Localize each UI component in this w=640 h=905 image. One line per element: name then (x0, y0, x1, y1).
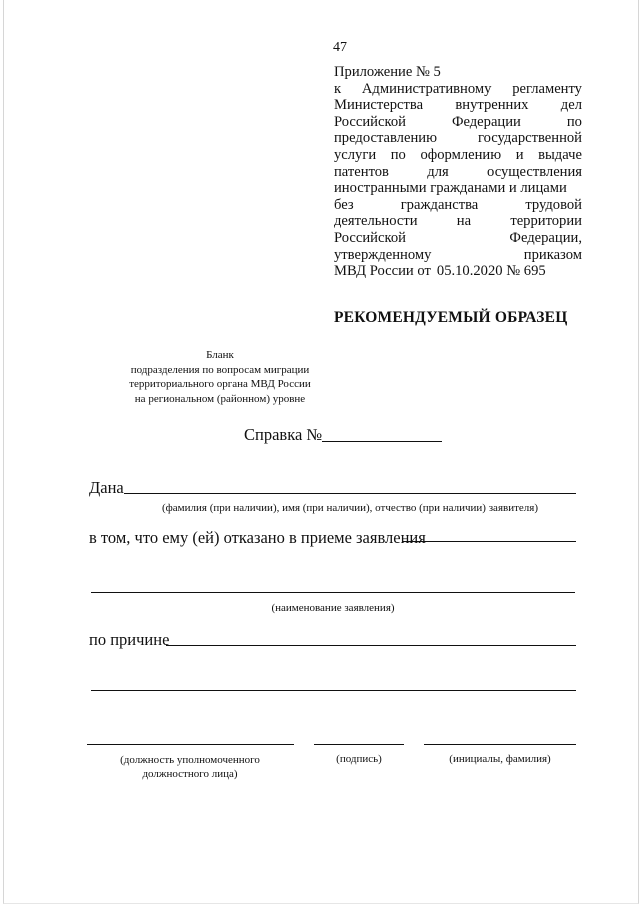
appendix-word: без (334, 196, 354, 213)
appendix-word: патентов (334, 163, 389, 180)
appendix-word: Административному (361, 80, 492, 97)
recommended-sample-heading: РЕКОМЕНДУЕМЫЙ ОБРАЗЕЦ (334, 309, 568, 326)
page-number: 47 (333, 40, 347, 55)
applicant-name-field[interactable] (124, 493, 576, 494)
letterhead-line: на региональном (районном) уровне (134, 392, 306, 405)
official-position-field[interactable] (87, 744, 294, 745)
official-position-caption: (должность уполномоченного должностного лица) (120, 754, 260, 780)
appendix-word: Российской (334, 113, 406, 130)
appendix-line (334, 130, 582, 147)
appendix-word: иностранными гражданами и лицами (334, 180, 567, 197)
reason-field[interactable] (166, 645, 576, 646)
appendix-word: осуществления (487, 163, 582, 180)
appendix-word: гражданства (400, 196, 479, 213)
certificate-number-label: Справка № (244, 425, 323, 444)
appendix-word: Федерации, (509, 229, 582, 246)
appendix-word: по (390, 146, 406, 163)
appendix-word: государственной (477, 130, 582, 147)
appendix-word: по (566, 113, 582, 130)
appendix-line (334, 213, 582, 230)
appendix-line (334, 197, 582, 214)
initials-surname-caption: (инициалы, фамилия) (449, 753, 551, 765)
appendix-word: приказом (523, 246, 582, 263)
appendix-word: деятельности (334, 213, 418, 230)
appendix-word: утвержденному (334, 246, 432, 263)
appendix-word: регламенту (512, 80, 582, 97)
appendix-line (334, 247, 582, 264)
signature-field[interactable] (314, 744, 404, 745)
reason-label: по причине (89, 630, 170, 649)
certificate-number-field[interactable] (322, 441, 442, 442)
appendix-line (334, 164, 582, 181)
letterhead-block (110, 348, 330, 406)
application-name-field[interactable] (91, 592, 575, 593)
appendix-word: Российской (334, 229, 406, 246)
appendix-word: и (515, 146, 524, 163)
appendix-line (334, 147, 582, 164)
refusal-text: в том, что ему (ей) отказано в приеме заявления (89, 528, 426, 547)
appendix-line (334, 180, 582, 197)
initials-surname-field[interactable] (424, 744, 576, 745)
appendix-order-date: 05.10.2020 № 695 (436, 263, 546, 280)
appendix-word: внутренних (455, 97, 529, 114)
appendix-date-prefix: МВД России от (334, 263, 431, 280)
appendix-word: услуги (334, 146, 377, 163)
appendix-word: выдаче (538, 146, 582, 163)
appendix-date-line (334, 263, 582, 280)
appendix-word: для (427, 163, 449, 180)
appendix-line (334, 230, 582, 247)
appendix-word: на (456, 213, 472, 230)
letterhead-line: территориального органа МВД России (129, 378, 311, 390)
signature-caption: (подпись) (336, 753, 382, 765)
appendix-header (334, 64, 582, 280)
appendix-line (334, 114, 582, 131)
appendix-word: оформлению (420, 146, 502, 163)
issued-to-label: Дана (89, 478, 124, 497)
letterhead-line: подразделения по вопросам миграции (130, 363, 310, 376)
appendix-word: трудовой (525, 196, 582, 213)
appendix-word: Федерации (451, 113, 521, 130)
application-name-caption: (наименование заявления) (271, 602, 395, 614)
appendix-word: дел (560, 97, 582, 114)
reason-field-continued[interactable] (91, 690, 576, 691)
applicant-name-caption: (фамилия (при наличии), имя (при наличии), отчество (при наличии) заявителя) (162, 502, 538, 514)
appendix-word: Министерства (334, 97, 424, 114)
appendix-line (334, 64, 582, 81)
appendix-title: Приложение № 5 (334, 64, 441, 80)
appendix-word: территории (510, 213, 582, 230)
appendix-word: предоставлению (334, 130, 437, 147)
application-name-field-start[interactable] (402, 541, 576, 542)
appendix-word: к (334, 80, 342, 97)
appendix-line (334, 81, 582, 98)
letterhead-line: Бланк (206, 349, 234, 361)
appendix-line (334, 97, 582, 114)
